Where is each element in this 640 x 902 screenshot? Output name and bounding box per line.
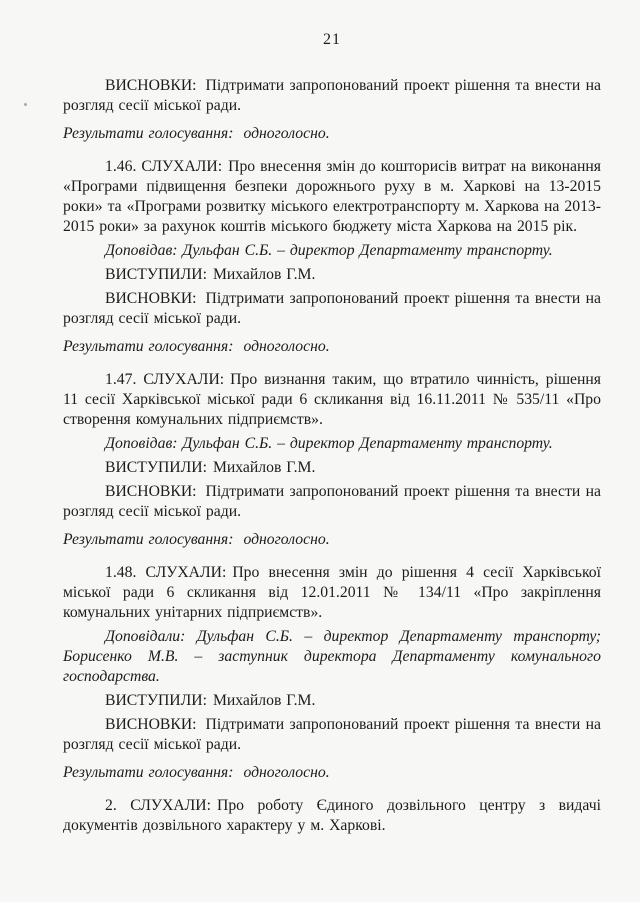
item-label: 2. СЛУХАЛИ: (105, 797, 211, 814)
vote-text: одноголосно. (243, 531, 330, 548)
speaker-paragraph (63, 627, 601, 687)
item-paragraph (63, 157, 601, 237)
vote-paragraph (63, 530, 601, 550)
speaker-text: Доповідав: Дульфан С.Б. – директор Департаменту транспорту. (105, 242, 553, 259)
document-body (63, 76, 601, 836)
scan-artifact-speck (24, 103, 27, 106)
item-label: 1.46. СЛУХАЛИ: (105, 158, 223, 175)
speaker-paragraph (63, 241, 601, 261)
item-text: Про внесення змін до рішення 4 сесії Харківської міської ради 6 скликання від 12.01.2011 № 134/11 «Про закріплення комунальних унітарних підприємств». (63, 564, 601, 621)
spoke-label: ВИСТУПИЛИ: (105, 459, 207, 476)
item-paragraph (63, 563, 601, 623)
item-text: Про визнання таким, що втратило чинність, рішення 11 сесії Харківської міської ради 6 скликання від 16.11.2011 № 535/11 «Про створення комунальних підприємств». (63, 371, 601, 428)
item-paragraph (63, 370, 601, 430)
speaker-text: Доповідали: Дульфан С.Б. – директор Департаменту транспорту; Борисенко М.В. – заступник директора Департаменту комунального господарства. (63, 628, 601, 685)
spoke-label: ВИСТУПИЛИ: (105, 266, 207, 283)
conclusion-paragraph (63, 715, 601, 755)
item-label: 1.48. СЛУХАЛИ: (105, 564, 227, 581)
conclusion-text: Підтримати запропонований проект рішення та внести на розгляд сесії міської ради. (63, 483, 601, 520)
spoke-paragraph (63, 458, 601, 478)
vote-text: одноголосно. (243, 764, 330, 781)
speaker-text: Доповідав: Дульфан С.Б. – директор Департаменту транспорту. (105, 435, 553, 452)
spoke-text: Михайлов Г.М. (212, 692, 316, 709)
conclusion-label: ВИСНОВКИ: (105, 716, 197, 733)
item-paragraph (63, 796, 601, 836)
vote-text: одноголосно. (243, 125, 330, 142)
conclusion-text: Підтримати запропонований проект рішення та внести на розгляд сесії міської ради. (63, 290, 601, 327)
conclusion-text: Підтримати запропонований проект рішення та внести на розгляд сесії міської ради. (63, 716, 601, 753)
vote-paragraph (63, 763, 601, 783)
vote-label: Результати голосування: (63, 338, 234, 355)
conclusion-label: ВИСНОВКИ: (105, 290, 197, 307)
speaker-paragraph (63, 434, 601, 454)
spoke-label: ВИСТУПИЛИ: (105, 692, 207, 709)
vote-paragraph (63, 124, 601, 144)
vote-label: Результати голосування: (63, 531, 234, 548)
conclusion-paragraph (63, 482, 601, 522)
vote-text: одноголосно. (243, 338, 330, 355)
conclusion-text: Підтримати запропонований проект рішення та внести на розгляд сесії міської ради. (63, 77, 601, 114)
page-number: 21 (323, 31, 341, 48)
spoke-text: Михайлов Г.М. (212, 266, 316, 283)
vote-paragraph (63, 337, 601, 357)
item-text: Про внесення змін до кошторисів витрат на виконання «Програми підвищення безпеки дорожнього руху в м. Харкові на 13-2015 роки» та «Програми розвитку міського електротранспорту м. Харкова на 2013-2015 роки» за рахунок коштів міського бюджету міста Харкова на 2015 рік. (63, 158, 601, 235)
conclusion-label: ВИСНОВКИ: (105, 77, 197, 94)
item-text: Про роботу Єдиного дозвільного центру з видачі документів дозвільного характеру у м. Харкові. (63, 797, 601, 834)
conclusion-label: ВИСНОВКИ: (105, 483, 197, 500)
item-label: 1.47. СЛУХАЛИ: (105, 371, 225, 388)
spoke-paragraph (63, 691, 601, 711)
vote-label: Результати голосування: (63, 764, 234, 781)
spoke-paragraph (63, 265, 601, 285)
conclusion-paragraph (63, 76, 601, 116)
vote-label: Результати голосування: (63, 125, 234, 142)
spoke-text: Михайлов Г.М. (212, 459, 316, 476)
conclusion-paragraph (63, 289, 601, 329)
